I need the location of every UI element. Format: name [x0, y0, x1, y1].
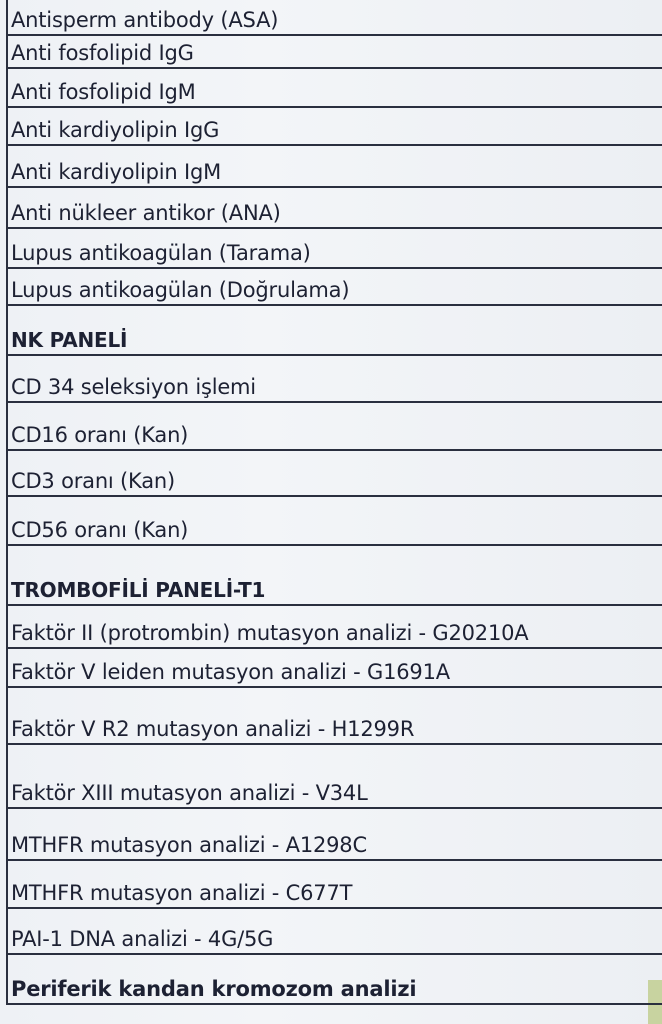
list-row-periferik-kromozom: [7, 955, 662, 1005]
list-row-lupus-tarama: [7, 229, 662, 269]
list-row-cd56: [7, 497, 662, 546]
row-label: Anti kardiyolipin IgM: [11, 160, 222, 184]
list-row-anti-kardiyolipin-igg: [7, 108, 662, 146]
row-label: Anti fosfolipid IgG: [11, 41, 194, 65]
list-row-faktor-v-r2: [7, 688, 662, 745]
row-label: MTHFR mutasyon analizi - C677T: [11, 881, 353, 905]
list-row-cd16: [7, 403, 662, 451]
row-label: Faktör XIII mutasyon analizi - V34L: [11, 781, 368, 805]
list-row-anti-kardiyolipin-igm: [7, 146, 662, 188]
list-row-mthfr-c677t: [7, 861, 662, 909]
list-row-antisperm: [7, 0, 662, 36]
list-row-anti-fosfolipid-igg: [7, 36, 662, 69]
row-label: MTHFR mutasyon analizi - A1298C: [11, 833, 367, 857]
row-label: Antisperm antibody (ASA): [11, 8, 279, 32]
row-label: CD16 oranı (Kan): [11, 423, 189, 447]
row-label: Faktör V leiden mutasyon analizi - G1691A: [11, 660, 450, 684]
row-label: Lupus antikoagülan (Doğrulama): [11, 278, 350, 302]
section-header-trombofili-paneli: [7, 546, 662, 606]
list-row-lupus-dogrulama: [7, 269, 662, 306]
row-label: Lupus antikoagülan (Tarama): [11, 241, 311, 265]
list-row-pai1: [7, 909, 662, 955]
row-label: Periferik kandan kromozom analizi: [11, 977, 417, 1001]
section-title: NK PANELİ: [11, 328, 128, 352]
section-header-nk-paneli: [7, 306, 662, 356]
row-label: CD56 oranı (Kan): [11, 518, 189, 542]
row-label: Anti nükleer antikor (ANA): [11, 201, 281, 225]
list-row-cd34: [7, 356, 662, 403]
list-row-mthfr-a1298c: [7, 809, 662, 861]
row-label: Faktör V R2 mutasyon analizi - H1299R: [11, 717, 415, 741]
list-row-faktor-ii: [7, 606, 662, 649]
section-title: TROMBOFİLİ PANELİ-T1: [11, 578, 266, 602]
row-label: Anti fosfolipid IgM: [11, 80, 196, 104]
list-row-ana: [7, 188, 662, 229]
row-label: CD 34 seleksiyon işlemi: [11, 375, 256, 399]
row-label: Anti kardiyolipin IgG: [11, 118, 220, 142]
list-row-faktor-v-leiden: [7, 649, 662, 688]
list-row-faktor-xiii: [7, 745, 662, 809]
list-row-anti-fosfolipid-igm: [7, 69, 662, 108]
row-label: CD3 oranı (Kan): [11, 469, 176, 493]
row-label: Faktör II (protrombin) mutasyon analizi - G20210A: [11, 621, 529, 645]
row-label: PAI-1 DNA analizi - 4G/5G: [11, 927, 274, 951]
list-row-cd3: [7, 451, 662, 497]
